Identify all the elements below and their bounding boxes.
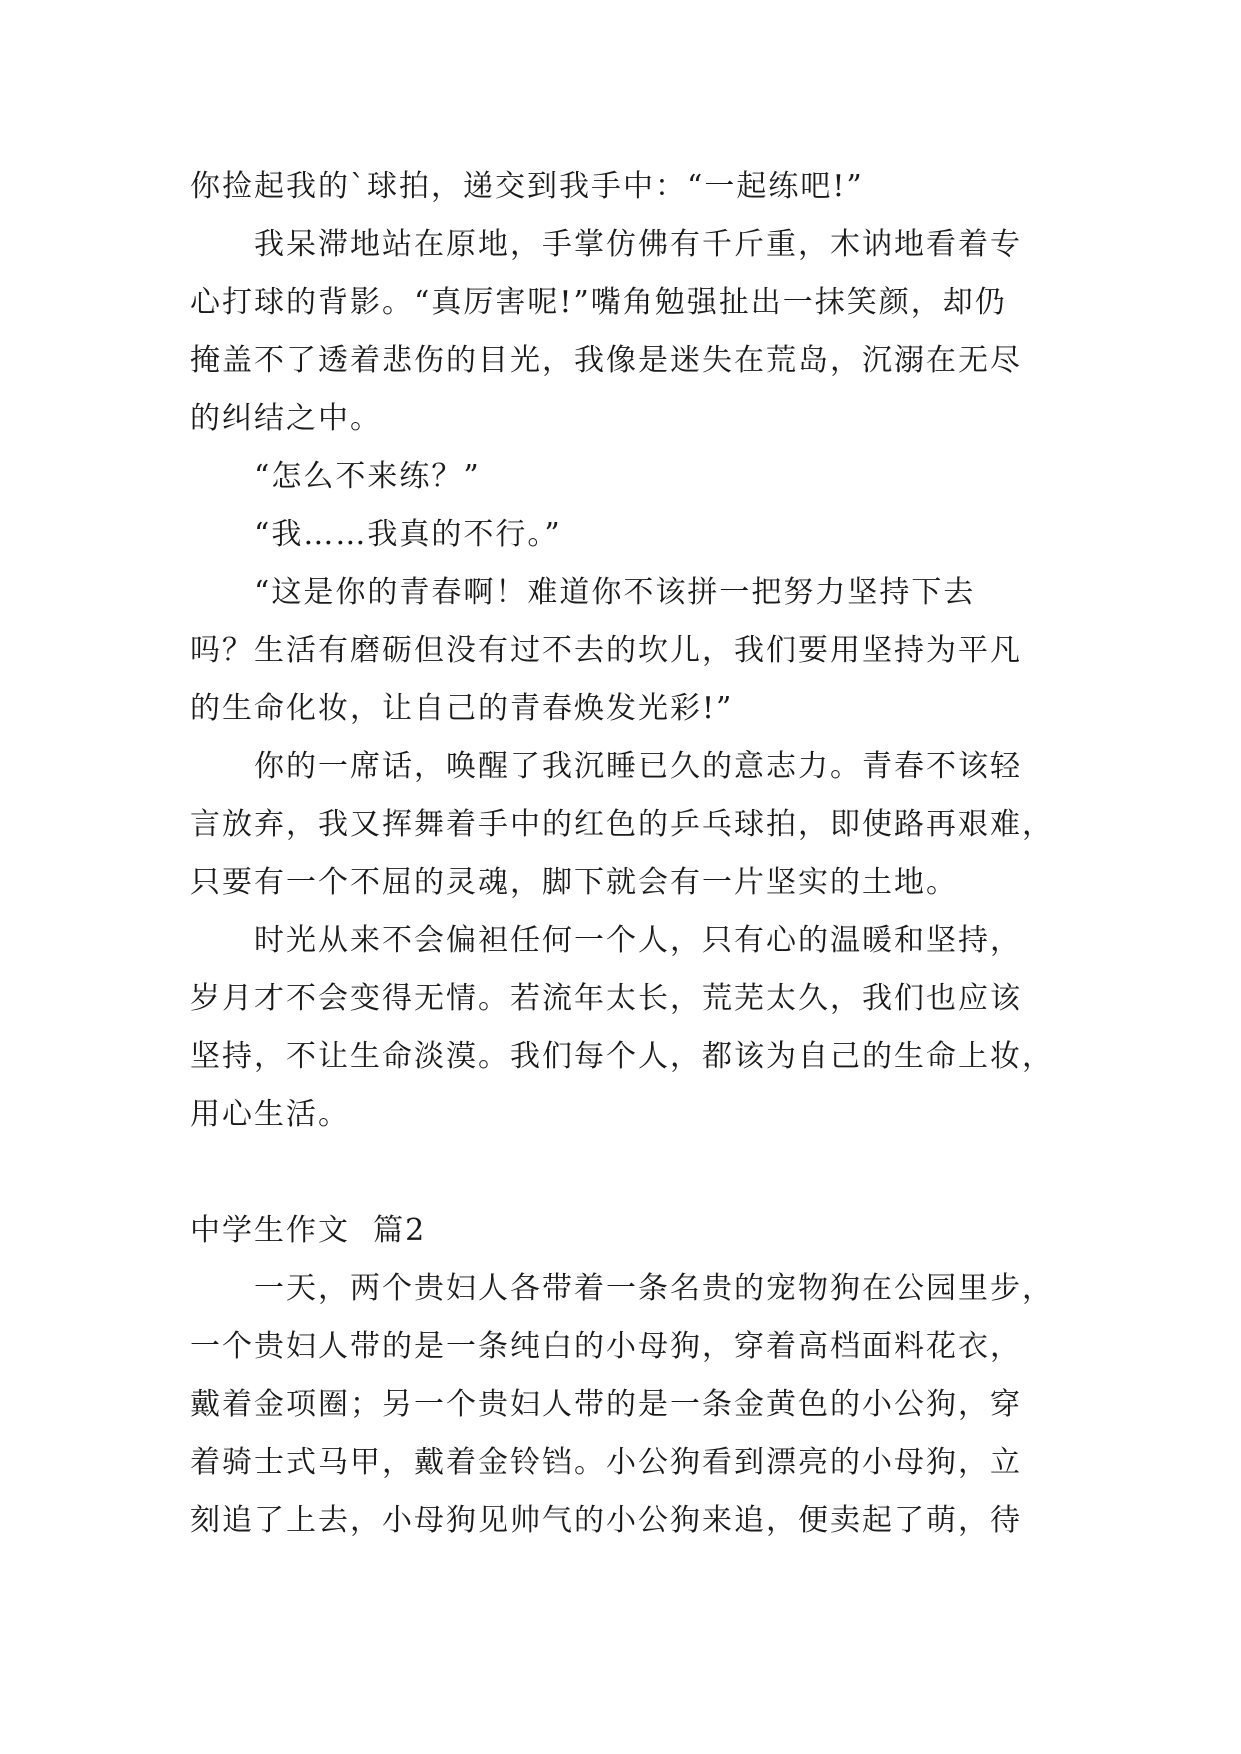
paragraph-line: 我呆滞地站在原地，手掌仿佛有千斤重，木讷地看着专 <box>254 227 1022 262</box>
dialogue-line: “怎么不来练？” <box>254 459 481 494</box>
paragraph-line: 言放弃，我又挥舞着手中的红色的乒乓球拍，即使路再艰难， <box>190 807 1054 842</box>
paragraph-line: 你的一席话，唤醒了我沉睡已久的意志力。青春不该轻 <box>254 749 1022 784</box>
dialogue-line: “我……我真的不行。” <box>254 517 562 552</box>
paragraph-line: 的纠结之中。 <box>190 401 382 436</box>
section-title: 中学生作文 篇2 <box>190 1213 427 1248</box>
section-spacer <box>190 1144 1070 1202</box>
paragraph-line: 掩盖不了透着悲伤的目光，我像是迷失在荒岛，沉溺在无尽 <box>190 343 1022 378</box>
paragraph-line: 戴着金项圈；另一个贵妇人带的是一条金黄色的小公狗，穿 <box>190 1387 1022 1422</box>
paragraph-line: 坚持，不让生命淡漠。我们每个人，都该为自己的生命上妆， <box>190 1039 1054 1074</box>
paragraph-line: 着骑士式马甲，戴着金铃铛。小公狗看到漂亮的小母狗，立 <box>190 1445 1022 1480</box>
paragraph-line: 刻追了上去，小母狗见帅气的小公狗来追，便卖起了萌，待 <box>190 1503 1022 1538</box>
paragraph-line: 时光从来不会偏袒任何一个人，只有心的温暖和坚持， <box>254 923 1022 958</box>
paragraph-line: “这是你的青春啊！难道你不该拼一把努力坚持下去 <box>254 575 976 610</box>
paragraph-line: 的生命化妆，让自己的青春焕发光彩!” <box>190 691 734 726</box>
document-body <box>190 158 1070 1550</box>
paragraph-line: 只要有一个不屈的灵魂，脚下就会有一片坚实的土地。 <box>190 865 958 900</box>
paragraph-line: 一天，两个贵妇人各带着一条名贵的宠物狗在公园里步， <box>254 1271 1054 1306</box>
paragraph-line: 用心生活。 <box>190 1097 350 1132</box>
paragraph-line: 你捡起我的`球拍，递交到我手中：“一起练吧!” <box>190 169 864 204</box>
paragraph-line: 心打球的背影。“真厉害呢!”嘴角勉强扯出一抹笑颜，却仍 <box>190 285 1007 320</box>
paragraph-line: 岁月才不会变得无情。若流年太长，荒芜太久，我们也应该 <box>190 981 1022 1016</box>
paragraph-line: 一个贵妇人带的是一条纯白的小母狗，穿着高档面料花衣， <box>190 1329 1022 1364</box>
paragraph-line: 吗？生活有磨砺但没有过不去的坎儿，我们要用坚持为平凡 <box>190 633 1022 668</box>
